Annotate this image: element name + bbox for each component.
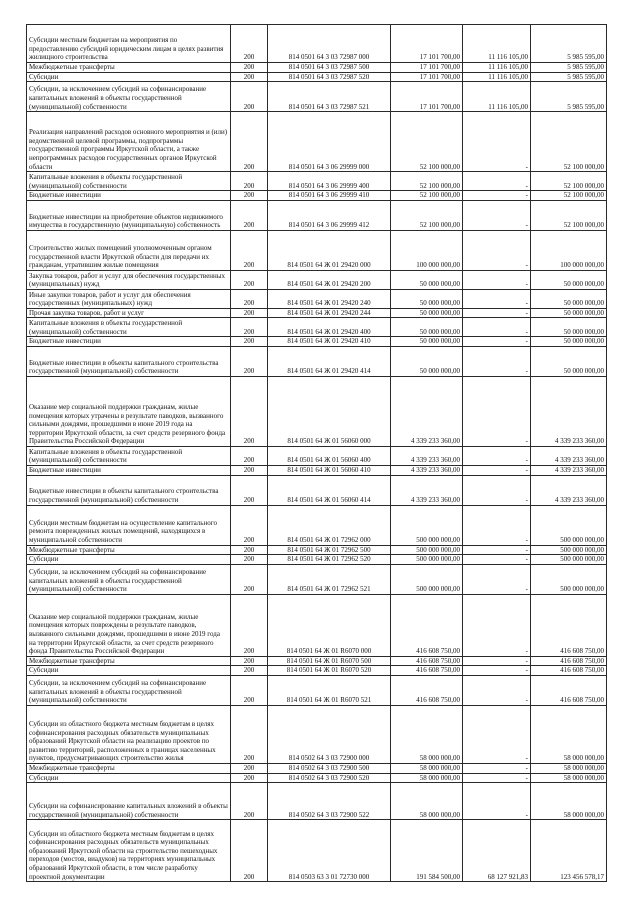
row-executed-amount: - [463, 675, 531, 705]
row-remaining-amount: 5 985 595,00 [531, 63, 607, 73]
row-classification-code: 814 0501 64 Ж 01 56060 000 [268, 376, 391, 446]
row-classification-code: 814 0501 64 Ж 01 56060 414 [268, 475, 391, 505]
row-code: 200 [231, 763, 268, 773]
row-remaining-amount: 58 000 000,00 [531, 705, 607, 763]
row-remaining-amount: 50 000 000,00 [531, 308, 607, 318]
row-name: Межбюджетные трансферты [27, 63, 231, 73]
row-classification-code: 814 0501 64 Ж 01 72962 000 [268, 505, 391, 545]
row-code: 200 [231, 337, 268, 347]
row-code: 200 [231, 25, 268, 63]
row-executed-amount: - [463, 318, 531, 337]
row-classification-code: 814 0501 64 Ж 01 29420 414 [268, 346, 391, 376]
row-approved-amount: 58 000 000,00 [391, 773, 463, 783]
row-approved-amount: 58 000 000,00 [391, 783, 463, 820]
row-remaining-amount: 50 000 000,00 [531, 318, 607, 337]
table-row [27, 200, 607, 230]
row-classification-code: 814 0501 64 Ж 01 29420 200 [268, 270, 391, 289]
row-classification-code: 814 0502 64 3 03 72900 500 [268, 763, 391, 773]
row-remaining-amount: 416 608 750,00 [531, 594, 607, 656]
row-code: 200 [231, 230, 268, 270]
row-code: 200 [231, 666, 268, 676]
row-code: 200 [231, 191, 268, 201]
row-executed-amount: - [463, 270, 531, 289]
table-row [27, 666, 607, 676]
row-executed-amount: - [463, 230, 531, 270]
row-approved-amount: 50 000 000,00 [391, 318, 463, 337]
row-name: Субсидии [27, 773, 231, 783]
row-classification-code: 814 0501 64 Ж 01 56060 400 [268, 446, 391, 465]
row-remaining-amount: 50 000 000,00 [531, 346, 607, 376]
row-remaining-amount: 5 985 595,00 [531, 25, 607, 63]
row-code: 200 [231, 465, 268, 475]
row-code: 200 [231, 594, 268, 656]
row-approved-amount: 50 000 000,00 [391, 308, 463, 318]
row-name: Реализация направлений расходов основного мероприятия и (или) ведомственной целевой программы, подпрограммы государственной программы Иркутской области, а также непрограммных расходов государственных органов Иркутской области [27, 112, 231, 172]
table-row [27, 270, 607, 289]
table-row [27, 346, 607, 376]
row-code: 200 [231, 172, 268, 191]
table-row [27, 63, 607, 73]
row-approved-amount: 4 339 233 360,00 [391, 465, 463, 475]
row-name: Бюджетные инвестиции [27, 465, 231, 475]
table-row [27, 337, 607, 347]
row-approved-amount: 58 000 000,00 [391, 705, 463, 763]
row-approved-amount: 500 000 000,00 [391, 564, 463, 594]
row-approved-amount: 52 100 000,00 [391, 200, 463, 230]
table-row [27, 465, 607, 475]
table-row [27, 656, 607, 666]
row-code: 200 [231, 308, 268, 318]
row-code: 200 [231, 318, 268, 337]
row-name: Субсидии, за исключением субсидий на софинансирование капитальных вложений в объекты государственной (муниципальной) собственности [27, 82, 231, 112]
row-approved-amount: 416 608 750,00 [391, 666, 463, 676]
row-name: Субсидии из областного бюджета местным бюджетам в целях софинансирования расходных обязательств муниципальных образований Иркутской области на реализацию проектов по развитию территорий, расположенных в границах населенных пунктов, предусматривающих строительство жилья [27, 705, 231, 763]
row-classification-code: 814 0501 64 Ж 01 29420 000 [268, 230, 391, 270]
row-approved-amount: 100 000 000,00 [391, 230, 463, 270]
row-executed-amount: 11 116 105,00 [463, 72, 531, 82]
row-executed-amount: - [463, 200, 531, 230]
table-row [27, 446, 607, 465]
row-remaining-amount: 58 000 000,00 [531, 773, 607, 783]
row-code: 200 [231, 564, 268, 594]
row-name: Капитальные вложения в объекты государственной (муниципальной) собственности [27, 446, 231, 465]
row-name: Бюджетные инвестиции в объекты капитального строительства государственной (муниципальной) собственности [27, 475, 231, 505]
row-remaining-amount: 52 100 000,00 [531, 112, 607, 172]
row-code: 200 [231, 289, 268, 308]
row-name: Прочая закупка товаров, работ и услуг [27, 308, 231, 318]
row-executed-amount: - [463, 172, 531, 191]
row-approved-amount: 17 101 700,00 [391, 25, 463, 63]
row-executed-amount: - [463, 783, 531, 820]
row-code: 200 [231, 270, 268, 289]
row-approved-amount: 50 000 000,00 [391, 346, 463, 376]
table-row [27, 555, 607, 565]
row-remaining-amount: 50 000 000,00 [531, 270, 607, 289]
row-remaining-amount: 4 339 233 360,00 [531, 475, 607, 505]
row-code: 200 [231, 675, 268, 705]
row-remaining-amount: 4 339 233 360,00 [531, 465, 607, 475]
row-remaining-amount: 123 456 578,17 [531, 820, 607, 882]
row-executed-amount: - [463, 763, 531, 773]
row-code: 200 [231, 656, 268, 666]
table-row [27, 475, 607, 505]
row-remaining-amount: 500 000 000,00 [531, 555, 607, 565]
row-classification-code: 814 0501 64 3 03 72987 521 [268, 82, 391, 112]
row-name: Субсидии местным бюджетам на мероприятия по предоставлению субсидий юридическим лицам в целях развития жилищного строительства [27, 25, 231, 63]
row-classification-code: 814 0502 64 3 03 72900 520 [268, 773, 391, 783]
row-executed-amount: - [463, 555, 531, 565]
row-approved-amount: 17 101 700,00 [391, 63, 463, 73]
row-code: 200 [231, 820, 268, 882]
row-executed-amount: 11 116 105,00 [463, 63, 531, 73]
row-name: Бюджетные инвестиции на приобретение объектов недвижимого имущества в государственную (муниципальную) собственность [27, 200, 231, 230]
row-code: 200 [231, 545, 268, 555]
row-code: 200 [231, 63, 268, 73]
row-executed-amount: - [463, 545, 531, 555]
row-code: 200 [231, 783, 268, 820]
row-remaining-amount: 500 000 000,00 [531, 545, 607, 555]
row-code: 200 [231, 446, 268, 465]
row-code: 200 [231, 72, 268, 82]
row-approved-amount: 52 100 000,00 [391, 191, 463, 201]
row-name: Бюджетные инвестиции [27, 337, 231, 347]
row-approved-amount: 500 000 000,00 [391, 545, 463, 555]
row-executed-amount: - [463, 191, 531, 201]
table-row [27, 545, 607, 555]
budget-table [26, 24, 607, 882]
row-code: 200 [231, 505, 268, 545]
budget-table-body [27, 25, 607, 882]
table-row [27, 773, 607, 783]
row-classification-code: 814 0501 64 3 03 72987 000 [268, 25, 391, 63]
row-classification-code: 814 0501 64 3 06 29999 412 [268, 200, 391, 230]
row-name: Субсидии [27, 555, 231, 565]
row-remaining-amount: 52 100 000,00 [531, 200, 607, 230]
table-row [27, 705, 607, 763]
row-approved-amount: 416 608 750,00 [391, 675, 463, 705]
table-row [27, 594, 607, 656]
table-row [27, 675, 607, 705]
row-approved-amount: 416 608 750,00 [391, 656, 463, 666]
row-remaining-amount: 52 100 000,00 [531, 172, 607, 191]
table-row [27, 172, 607, 191]
table-row [27, 763, 607, 773]
row-classification-code: 814 0502 64 3 03 72900 000 [268, 705, 391, 763]
row-approved-amount: 4 339 233 360,00 [391, 376, 463, 446]
row-executed-amount: 11 116 105,00 [463, 82, 531, 112]
row-remaining-amount: 416 608 750,00 [531, 656, 607, 666]
table-row [27, 820, 607, 882]
table-row [27, 230, 607, 270]
row-classification-code: 814 0501 64 Ж 01 29420 244 [268, 308, 391, 318]
row-remaining-amount: 500 000 000,00 [531, 564, 607, 594]
row-name: Бюджетные инвестиции [27, 191, 231, 201]
budget-table-page [26, 24, 606, 882]
row-classification-code: 814 0501 64 3 06 29999 410 [268, 191, 391, 201]
row-remaining-amount: 4 339 233 360,00 [531, 376, 607, 446]
row-executed-amount: - [463, 112, 531, 172]
row-remaining-amount: 50 000 000,00 [531, 289, 607, 308]
table-row [27, 112, 607, 172]
row-executed-amount: - [463, 666, 531, 676]
row-classification-code: 814 0501 64 Ж 01 R6070 520 [268, 666, 391, 676]
row-code: 200 [231, 376, 268, 446]
row-classification-code: 814 0501 64 Ж 01 72962 521 [268, 564, 391, 594]
row-classification-code: 814 0501 64 Ж 01 29420 410 [268, 337, 391, 347]
row-approved-amount: 52 100 000,00 [391, 112, 463, 172]
row-approved-amount: 4 339 233 360,00 [391, 475, 463, 505]
row-name: Межбюджетные трансферты [27, 545, 231, 555]
row-name: Бюджетные инвестиции в объекты капитального строительства государственной (муниципальной) собственности [27, 346, 231, 376]
row-code: 200 [231, 475, 268, 505]
row-name: Субсидии местным бюджетам на осуществление капитального ремонта поврежденных жилых помещений, находящихся в муниципальной собственности [27, 505, 231, 545]
row-name: Субсидии, за исключением субсидий на софинансирование капитальных вложений в объекты государственной (муниципальной) собственности [27, 675, 231, 705]
row-classification-code: 814 0502 64 3 03 72900 522 [268, 783, 391, 820]
row-executed-amount: - [463, 773, 531, 783]
row-approved-amount: 50 000 000,00 [391, 337, 463, 347]
row-code: 200 [231, 773, 268, 783]
row-approved-amount: 500 000 000,00 [391, 505, 463, 545]
row-approved-amount: 17 101 700,00 [391, 72, 463, 82]
row-approved-amount: 58 000 000,00 [391, 763, 463, 773]
row-classification-code: 814 0501 64 3 03 72987 520 [268, 72, 391, 82]
row-classification-code: 814 0501 64 Ж 01 72962 520 [268, 555, 391, 565]
table-row [27, 783, 607, 820]
row-approved-amount: 500 000 000,00 [391, 555, 463, 565]
row-approved-amount: 4 339 233 360,00 [391, 446, 463, 465]
table-row [27, 505, 607, 545]
table-row [27, 564, 607, 594]
row-executed-amount: - [463, 705, 531, 763]
row-code: 200 [231, 705, 268, 763]
row-executed-amount: - [463, 308, 531, 318]
row-executed-amount: - [463, 446, 531, 465]
row-executed-amount: - [463, 564, 531, 594]
row-executed-amount: - [463, 465, 531, 475]
row-name: Межбюджетные трансферты [27, 763, 231, 773]
row-approved-amount: 50 000 000,00 [391, 270, 463, 289]
row-code: 200 [231, 200, 268, 230]
row-classification-code: 814 0501 64 Ж 01 56060 410 [268, 465, 391, 475]
row-approved-amount: 52 100 000,00 [391, 172, 463, 191]
row-remaining-amount: 5 985 595,00 [531, 82, 607, 112]
row-classification-code: 814 0501 64 Ж 01 R6070 500 [268, 656, 391, 666]
row-remaining-amount: 4 339 233 360,00 [531, 446, 607, 465]
row-name: Межбюджетные трансферты [27, 656, 231, 666]
row-name: Субсидии [27, 72, 231, 82]
table-row [27, 72, 607, 82]
row-approved-amount: 17 101 700,00 [391, 82, 463, 112]
row-remaining-amount: 58 000 000,00 [531, 783, 607, 820]
row-executed-amount: - [463, 475, 531, 505]
table-row [27, 82, 607, 112]
table-row [27, 289, 607, 308]
table-row [27, 25, 607, 63]
row-executed-amount: 68 127 921,83 [463, 820, 531, 882]
row-name: Капитальные вложения в объекты государственной (муниципальной) собственности [27, 318, 231, 337]
row-executed-amount: - [463, 376, 531, 446]
row-code: 200 [231, 555, 268, 565]
row-executed-amount: - [463, 289, 531, 308]
row-executed-amount: - [463, 346, 531, 376]
row-classification-code: 814 0501 64 3 06 29999 400 [268, 172, 391, 191]
row-approved-amount: 191 584 500,00 [391, 820, 463, 882]
row-code: 200 [231, 112, 268, 172]
row-name: Строительство жилых помещений уполномоченным органом государственной власти Иркутской области для передачи их гражданам, утратившим жилые помещения [27, 230, 231, 270]
row-classification-code: 814 0501 64 Ж 01 R6070 521 [268, 675, 391, 705]
row-remaining-amount: 416 608 750,00 [531, 666, 607, 676]
row-classification-code: 814 0501 64 3 03 72987 500 [268, 63, 391, 73]
row-name: Субсидии на софинансирование капитальных вложений в объекты государственной (муниципальной) собственности [27, 783, 231, 820]
row-name: Оказание мер социальной поддержки гражданам, жилые помещения которых повреждены в результате паводков, вызванного сильными дождями, прошедшими в июне 2019 года на территории Иркутской области, за счет средств резервного фонда Правительства Российской Федерации [27, 594, 231, 656]
row-name: Закупка товаров, работ и услуг для обеспечения государственных (муниципальных) нужд [27, 270, 231, 289]
row-name: Оказание мер социальной поддержки гражданам, жилые помещения которых утрачены в результате паводков, вызванного сильными дождями, прошедшими в июне 2019 года на территории Иркутской области, за счет средств резервного фонда Правительства Российской Федерации [27, 376, 231, 446]
row-remaining-amount: 52 100 000,00 [531, 191, 607, 201]
row-executed-amount: - [463, 505, 531, 545]
row-classification-code: 814 0501 64 Ж 01 29420 400 [268, 318, 391, 337]
table-row [27, 308, 607, 318]
row-remaining-amount: 500 000 000,00 [531, 505, 607, 545]
row-classification-code: 814 0501 64 Ж 01 72962 500 [268, 545, 391, 555]
row-classification-code: 814 0501 64 3 06 29999 000 [268, 112, 391, 172]
row-executed-amount: 11 116 105,00 [463, 25, 531, 63]
row-code: 200 [231, 346, 268, 376]
row-remaining-amount: 50 000 000,00 [531, 337, 607, 347]
row-classification-code: 814 0503 63 3 01 72730 000 [268, 820, 391, 882]
table-row [27, 191, 607, 201]
row-classification-code: 814 0501 64 Ж 01 29420 240 [268, 289, 391, 308]
row-name: Субсидии, за исключением субсидий на софинансирование капитальных вложений в объекты государственной (муниципальной) собственности [27, 564, 231, 594]
row-remaining-amount: 416 608 750,00 [531, 675, 607, 705]
row-executed-amount: - [463, 337, 531, 347]
table-row [27, 376, 607, 446]
row-remaining-amount: 100 000 000,00 [531, 230, 607, 270]
row-remaining-amount: 5 985 595,00 [531, 72, 607, 82]
row-name: Субсидии [27, 666, 231, 676]
row-approved-amount: 50 000 000,00 [391, 289, 463, 308]
row-name: Субсидии из областного бюджета местным бюджетам в целях софинансирования расходных обязательств муниципальных образований Иркутской области на строительство пешеходных переходов (мостов, виадуков) на территориях муниципальных образований Иркутской области, в том числе разработку проектной документации [27, 820, 231, 882]
row-executed-amount: - [463, 594, 531, 656]
table-row [27, 318, 607, 337]
row-executed-amount: - [463, 656, 531, 666]
row-remaining-amount: 58 000 000,00 [531, 763, 607, 773]
row-code: 200 [231, 82, 268, 112]
row-classification-code: 814 0501 64 Ж 01 R6070 000 [268, 594, 391, 656]
row-name: Иные закупки товаров, работ и услуг для обеспечения государственных (муниципальных) нужд [27, 289, 231, 308]
row-name: Капитальные вложения в объекты государственной (муниципальной) собственности [27, 172, 231, 191]
row-approved-amount: 416 608 750,00 [391, 594, 463, 656]
